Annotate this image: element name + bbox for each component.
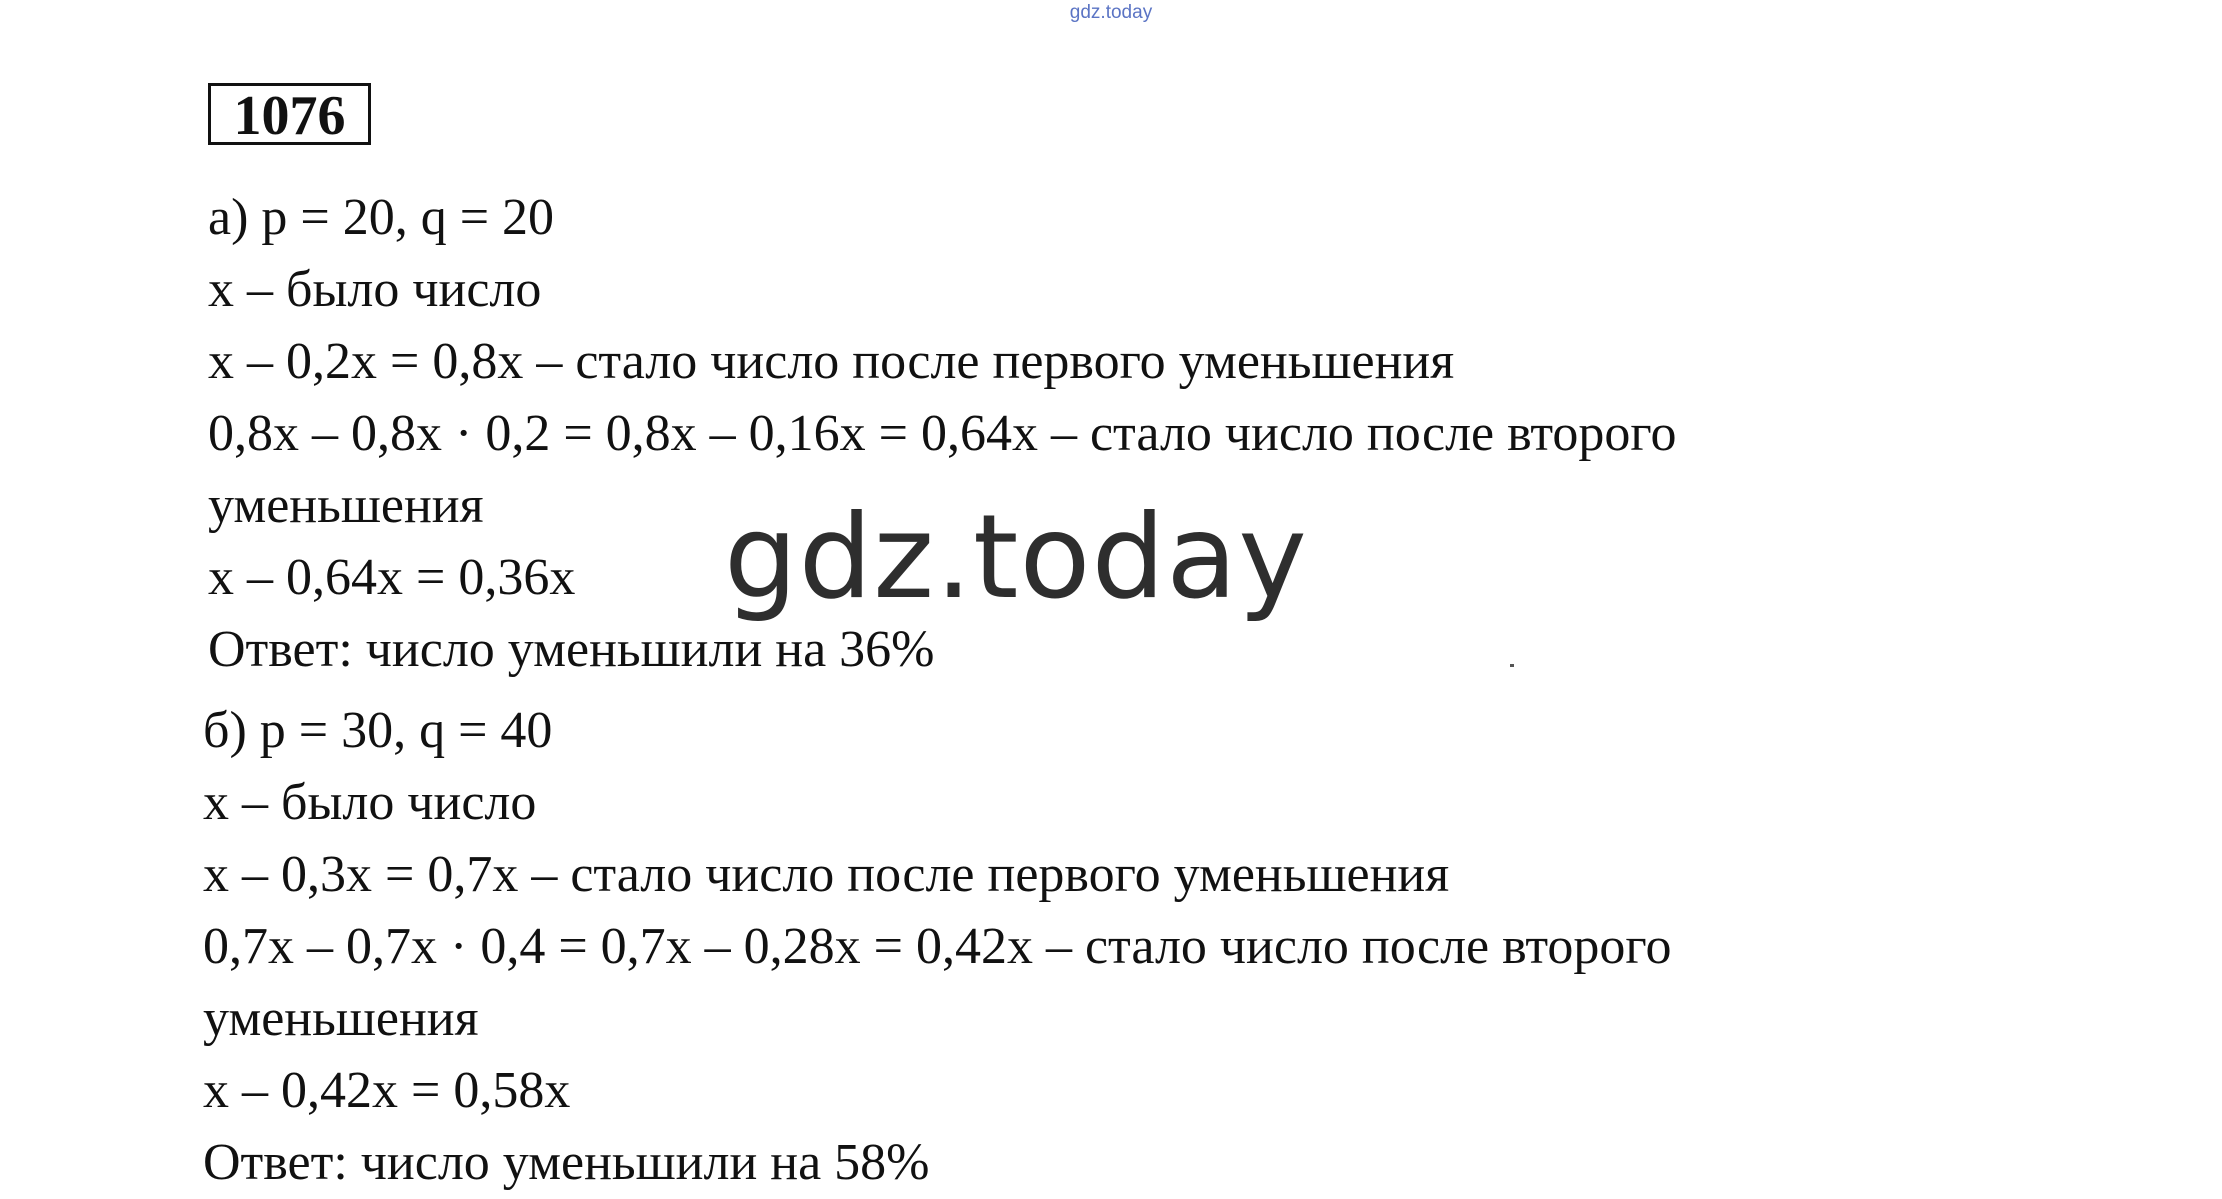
part-a-line-initial: x – было число	[208, 261, 542, 318]
scan-artifact	[1510, 664, 1514, 667]
part-a-line-condition: а) p = 20, q = 20	[208, 189, 555, 246]
watermark-center: gdz.today	[718, 500, 1314, 616]
part-b-line-first-decrease: x – 0,3x = 0,7x – стало число после первого уменьшения	[203, 846, 1450, 903]
part-a-line-first-decrease: x – 0,2x = 0,8x – стало число после первого уменьшения	[208, 333, 1455, 390]
part-a-line-result: x – 0,64x = 0,36x	[208, 549, 576, 606]
part-a-line-answer: Ответ: число уменьшили на 36%	[208, 621, 935, 678]
part-b-line-second-decrease: 0,7x – 0,7x · 0,4 = 0,7x – 0,28x = 0,42x – стало число после второго	[203, 918, 1672, 975]
solution-part-b	[203, 695, 2163, 1199]
part-a-line-second-decrease-cont: уменьшения	[208, 477, 484, 534]
part-b-line-condition: б) p = 30, q = 40	[203, 702, 553, 759]
part-b-line-result: x – 0,42x = 0,58x	[203, 1062, 571, 1119]
part-b-line-second-decrease-cont: уменьшения	[203, 990, 479, 1047]
watermark-top: gdz.today	[1069, 2, 1153, 23]
problem-number-box: 1076	[208, 83, 371, 145]
part-b-line-initial: x – было число	[203, 774, 537, 831]
part-b-line-answer: Ответ: число уменьшили на 58%	[203, 1134, 930, 1191]
part-a-line-second-decrease: 0,8x – 0,8x · 0,2 = 0,8x – 0,16x = 0,64x – стало число после второго	[208, 405, 1677, 462]
